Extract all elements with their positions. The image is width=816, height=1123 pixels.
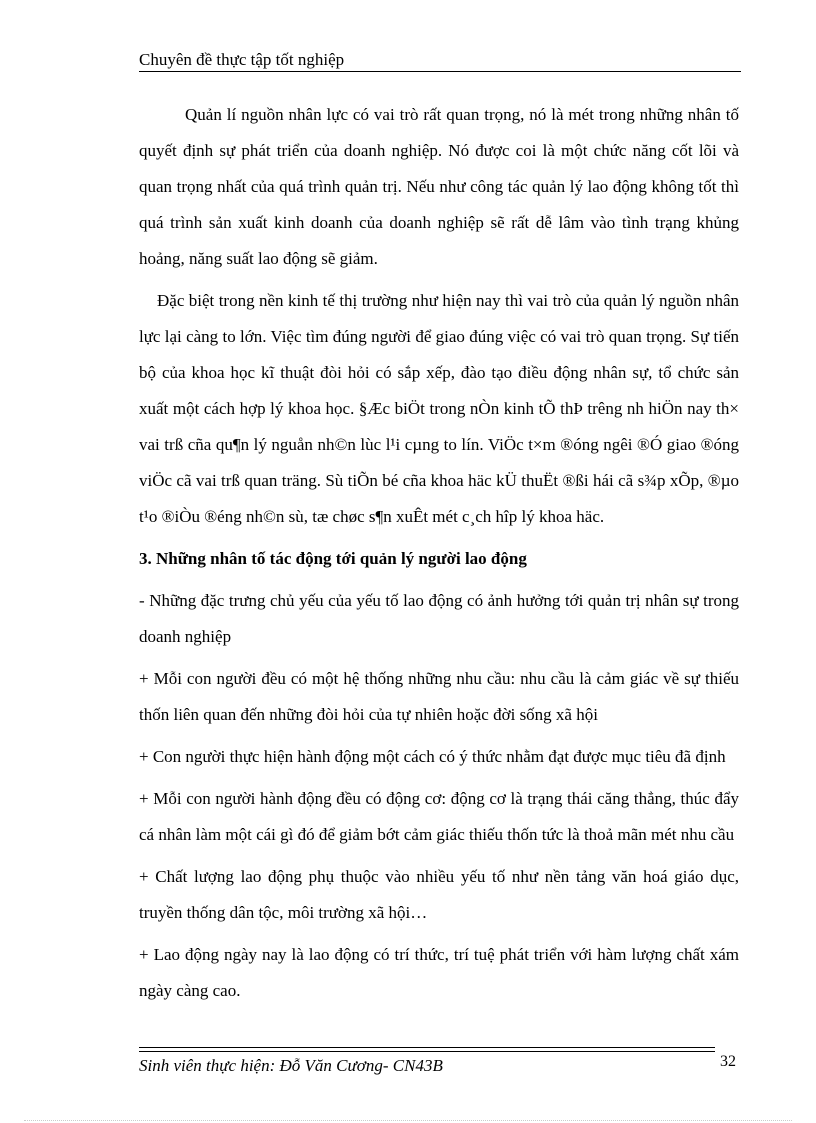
paragraph-intro: Quản lí nguồn nhân lực có vai trò rất quan trọng, nó là mét trong những nhân tố quyết định sự phát triển của doanh nghiệp. Nó được coi là một chức năng cốt lõi và quan trọng nhất của quá trình quản trị. Nếu như công tác quản lý lao động không tốt thì quá trình sản xuất kinh doanh của doanh nghiệp sẽ rất dễ lâm vào tình trạng khủng hoảng, năng suất lao động sẽ giảm. <box>139 105 739 268</box>
list-item: + Chất lượng lao động phụ thuộc vào nhiều yếu tố như nền tảng văn hoá giáo dục, truyền thống dân tộc, môi trường xã hội… <box>139 867 739 922</box>
section-heading: 3. Những nhân tố tác động tới quản lý người lao động <box>139 549 527 568</box>
footer-author: Sinh viên thực hiện: Đỗ Văn Cương- CN43B <box>139 1056 443 1075</box>
paragraph-market-economy: Đặc biệt trong nền kinh tế thị trường như hiện nay thì vai trò của quản lý nguồn nhân lực lại càng to lớn. Việc tìm đúng người để giao đúng việc có vai trò quan trọng. Sự tiến bộ của khoa học kĩ thuật đòi hỏi có sắp xếp, đào tạo điều động nhân sự, tổ chức sản xuất một cách hợp lý khoa học. §Æc biÖt trong nÒn kinh tÕ thÞ trêng nh hiÖn nay th× vai trß cña qu¶n lý nguån nh©n lùc l¹i cµng to lín. ViÖc t×m ®óng ngêi ®Ó giao ®óng viÖc cã vai trß quan träng. Sù tiÕn bé cña khoa häc kÜ thuËt ®ßi hái cã s¾p xÕp, ®µo t¹o ®iÒu ®éng nh©n sù, tæ chøc s¶n xuÊt mét c¸ch hîp lý khoa häc. <box>139 291 739 526</box>
footer-rule-bottom <box>139 1051 715 1052</box>
footer-rule-top <box>139 1047 715 1048</box>
page-body <box>139 97 739 1015</box>
header-rule <box>139 71 741 72</box>
running-header: Chuyên đề thực tập tốt nghiệp <box>139 50 345 69</box>
list-item: + Mỗi con người hành động đều có động cơ: động cơ là trạng thái căng thẳng, thúc đẩy cá nhân làm một cái gì đó để giảm bớt cảm giác thiếu thốn tức là thoả mãn mét nhu cầu <box>139 789 739 844</box>
list-item: + Con người thực hiện hành động một cách có ý thức nhằm đạt được mục tiêu đã định <box>139 747 726 766</box>
list-item: + Lao động ngày nay là lao động có trí thức, trí tuệ phát triển với hàm lượng chất xám ngày càng cao. <box>139 945 739 1000</box>
page-number: 32 <box>720 1053 736 1070</box>
list-item: - Những đặc trưng chủ yếu của yếu tố lao động có ảnh hưởng tới quản trị nhân sự trong doanh nghiệp <box>139 591 739 646</box>
page-edge-divider <box>24 1120 792 1121</box>
list-item: + Mỗi con người đều có một hệ thống những nhu cầu: nhu cầu là cảm giác về sự thiếu thốn liên quan đến những đòi hỏi của tự nhiên hoặc đời sống xã hội <box>139 669 739 724</box>
